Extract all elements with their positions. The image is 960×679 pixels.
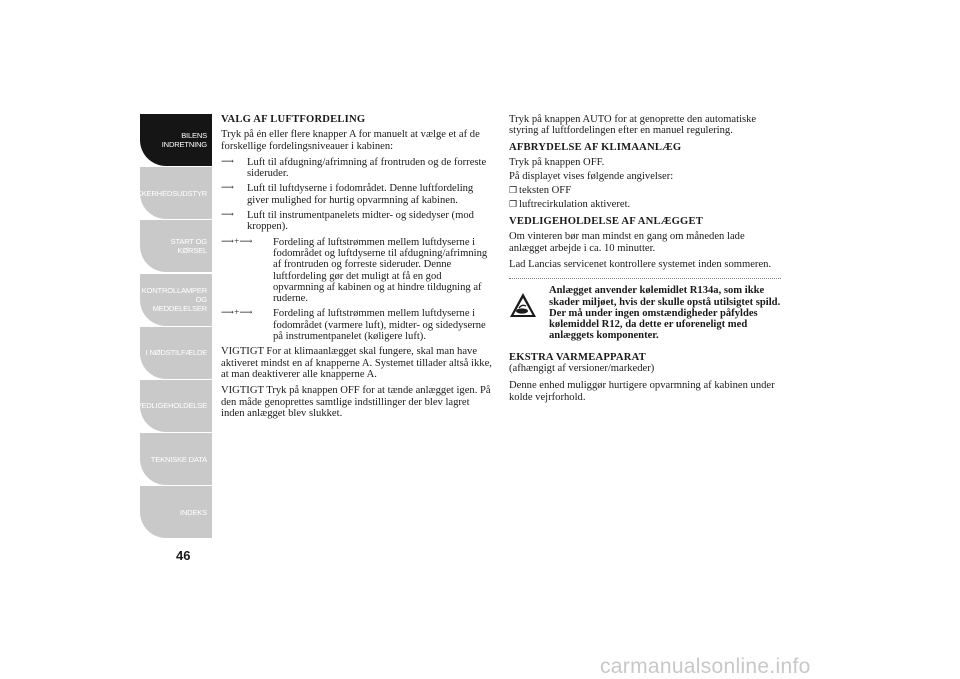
right-column <box>509 114 781 408</box>
tab-label: VEDLIGEHOLDELSE <box>136 401 207 411</box>
item-text: Luft til luftdyserne i fodområdet. Denne luftfordeling giver mulighed for hurtig opvarmning af kabinen. <box>247 183 474 206</box>
important-note-2: VIGTIGT Tryk på knappen OFF for at tænde anlægget igen. På den måde genoprettes samtlige indstillinger der blev lagret inden anlægget blev slukket. <box>221 385 491 419</box>
section-heading-switch-off: AFBRYDELSE AF KLIMAANLÆG <box>509 141 682 153</box>
left-column <box>221 114 493 424</box>
section-heading-air-distribution: VALG AF LUFTFORDELING <box>221 114 366 125</box>
list-item-text: luftrecirkulation aktiveret. <box>519 198 631 210</box>
tab-label: INDEKS <box>179 507 207 517</box>
auto-paragraph: Tryk på knappen AUTO for at genoprette den automatiske styring af luftfordelingen efter en manuel regulering. <box>509 114 757 137</box>
page-number: 46 <box>176 548 191 563</box>
tab-label: TEKNISKE DATA <box>150 454 207 464</box>
warning-box <box>509 285 781 341</box>
item-text: Luft til afdugning/afrimning af frontruden og de forreste sideruder. <box>247 156 487 180</box>
list-item-text: teksten OFF <box>519 185 572 197</box>
heater-paragraph: Denne enhed muliggør hurtigere opvarmning af kabinen under kolde vejrforhold. <box>509 380 775 403</box>
watermark: carmanualsonline.info <box>600 655 811 678</box>
footwell-vent-icon: ⟶ <box>221 182 233 193</box>
section-heading-maintenance: VEDLIGEHOLDELSE AF ANLÆGGET <box>509 216 703 228</box>
maintenance-paragraph-1: Om vinteren bør man mindst en gang om måneden lade anlægget arbejde i ca. 10 minutter. <box>509 231 745 254</box>
tab-label: BILENS INDRETNING <box>161 131 207 149</box>
tab-kontrollamper[interactable] <box>140 274 212 326</box>
dashboard-vent-icon: ⟶ <box>221 209 233 220</box>
tab-i-nodstilfaelde[interactable] <box>140 327 212 379</box>
important-note-1: VIGTIGT For at klimaanlægget skal fungere, skal man have aktiveret mindst en af knapperne A. Systemet tillader altså ikke, at man deaktiverer alle knapperne A. <box>221 346 492 380</box>
intro-paragraph: Tryk på én eller flere knapper A for manuelt at vælge et af de forskellige fordelingsniveauer i kabinen: <box>221 129 480 152</box>
warning-divider <box>509 278 781 279</box>
list-item <box>509 199 781 210</box>
list-item <box>509 185 781 196</box>
distribution-item <box>221 210 493 233</box>
tab-label: I NØDSTILFÆLDE <box>145 348 207 358</box>
item-text: Fordeling af luftstrømmen mellem luftdyserne i fodområdet (varmere luft), midter- og sidedyserne på instrumentpanelet (køligere luft). <box>273 308 486 343</box>
chapter-sidebar <box>130 114 212 540</box>
heater-subtitle: (afhængigt af versioner/markeder) <box>509 363 655 375</box>
display-paragraph: På displayet vises følgende angivelser: <box>509 171 674 183</box>
tab-label: SIKKERHEDSUDSTYR <box>130 188 207 198</box>
tab-label: KONTROLLAMPER OG MEDDELELSER <box>141 286 207 314</box>
distribution-item <box>221 308 493 342</box>
environment-warning-icon <box>509 291 537 319</box>
checkbox-bullet-icon: ❒ <box>509 198 518 209</box>
tab-bilens-indretning[interactable] <box>140 114 212 166</box>
tab-vedligeholdelse[interactable] <box>136 380 212 432</box>
tab-start-og-korsel[interactable] <box>140 220 212 272</box>
warning-text: Anlægget anvender kølemidlet R134a, som ikke skader miljøet, hvis der skulle opstå utilsigtet spild. Der må under ingen omstændigheder påfyldes kølemiddel R12, da dette er uforeneligt med anlæggets komponenter. <box>549 285 781 342</box>
distribution-item <box>221 183 493 206</box>
tab-sikkerhedsudstyr[interactable] <box>130 167 212 219</box>
tab-tekniske-data[interactable] <box>140 433 212 485</box>
maintenance-paragraph-2: Lad Lancias servicenet kontrollere systemet inden sommeren. <box>509 258 772 270</box>
item-text: Luft til instrumentpanelets midter- og sidedyser (mod kroppen). <box>247 210 474 233</box>
tab-indeks[interactable] <box>140 486 212 538</box>
dashboard-footwell-icon: ⟶ + ⟶ <box>221 307 252 318</box>
distribution-item <box>221 157 493 180</box>
windscreen-footwell-icon: ⟶ + ⟶ <box>221 235 252 246</box>
item-text: Fordeling af luftstrømmen mellem luftdyserne i fodområdet og luftdyserne til afdugning/afrimning af frontruden og forreste sideruder. Denne luftfordeling gør det muligt at få en god opvarmning af kabinen og at hindre tildugning af ruderne. <box>273 236 488 305</box>
section-heading-extra-heater: EKSTRA VARMEAPPARAT <box>509 351 646 363</box>
distribution-item <box>221 237 493 305</box>
windscreen-vent-icon: ⟶ <box>221 155 233 166</box>
checkbox-bullet-icon: ❒ <box>509 185 518 196</box>
off-paragraph: Tryk på knappen OFF. <box>509 156 605 168</box>
tab-label: START OG KØRSEL <box>170 237 207 256</box>
